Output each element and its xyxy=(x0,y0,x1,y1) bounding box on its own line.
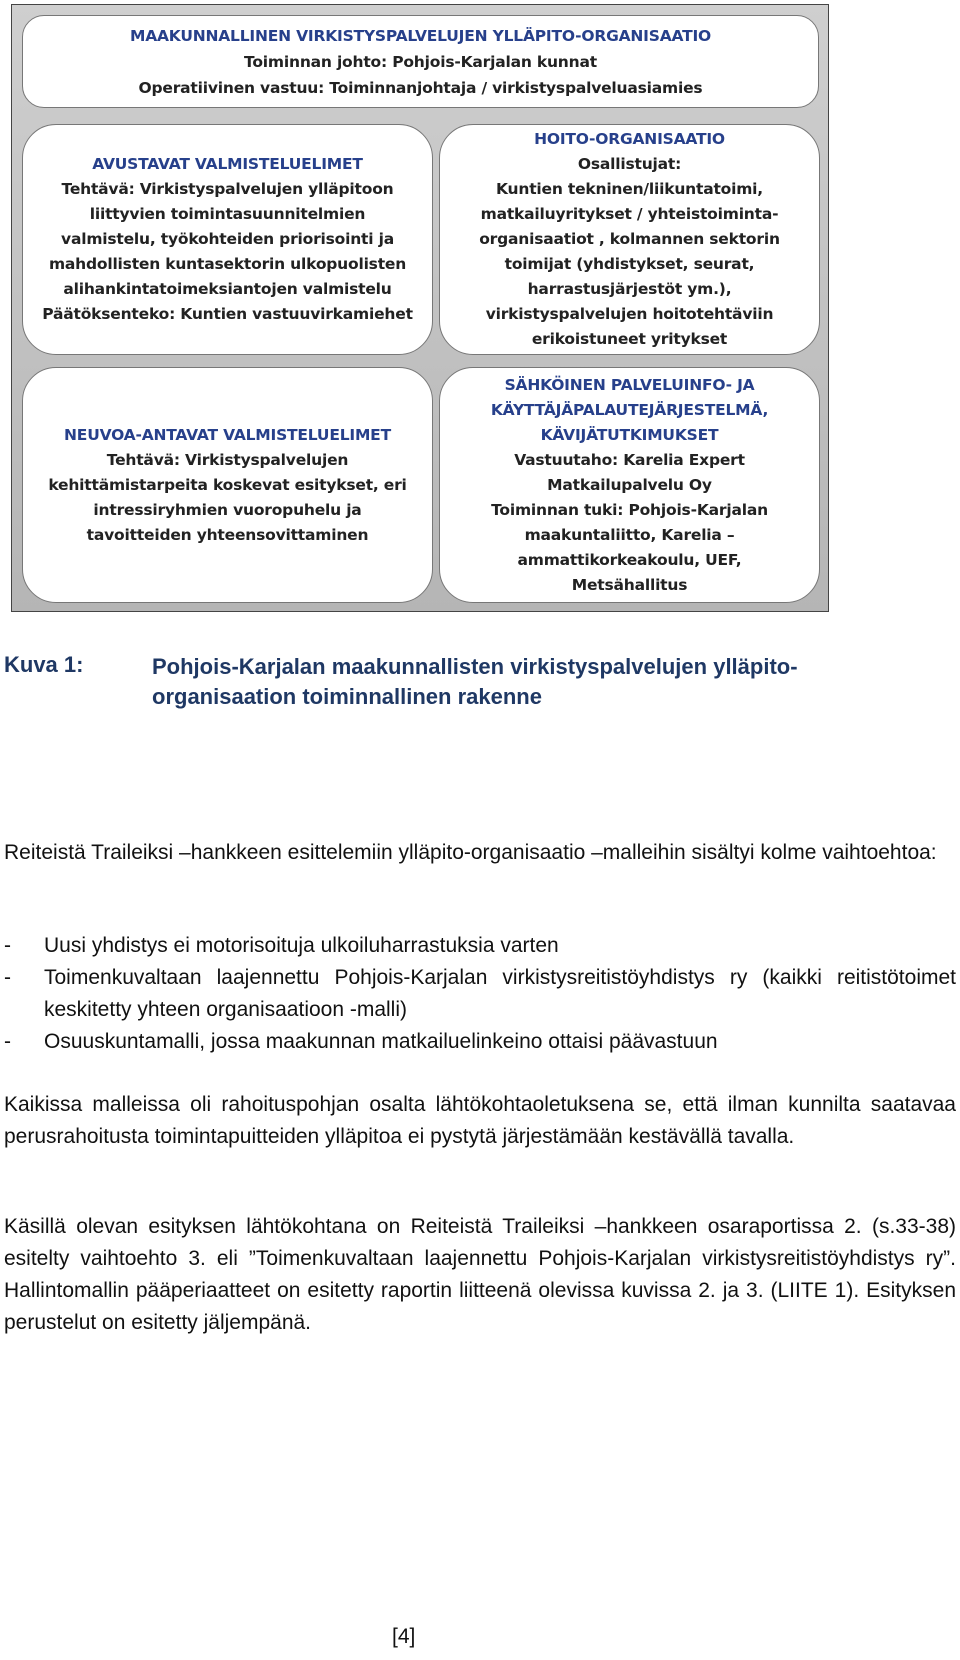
box-line: Matkailupalvelu Oy xyxy=(547,475,712,494)
box-line: intressiryhmien vuoropuhelu ja xyxy=(93,500,362,519)
box-title: AVUSTAVAT VALMISTELUELIMET xyxy=(92,155,363,173)
top-box-line: Toiminnan johto: Pohjois-Karjalan kunnat xyxy=(244,52,597,71)
paragraph: Reiteistä Traileiksi –hankkeen esittelemiin ylläpito-organisaatio –malleihin sisältyi kolme vaihtoehtoa: xyxy=(4,841,937,864)
box-line: alihankintatoimeksiantojen valmistelu xyxy=(63,280,392,298)
box-line: organisaatiot , kolmannen sektorin xyxy=(479,230,780,248)
box-line: Päätöksenteko: Kuntien vastuuvirkamiehet xyxy=(42,305,413,323)
advisory-bodies-box xyxy=(22,367,433,603)
top-box-title: MAAKUNNALLINEN VIRKISTYSPALVELUJEN YLLÄPITO-ORGANISAATIO xyxy=(129,26,712,45)
box-line: Metsähallitus xyxy=(571,575,688,594)
paragraph: Käsillä olevan esityksen lähtökohtana on Reiteistä Traileiksi –hankkeen osaraportissa 2. (s.33-38) esitelty vaihtoehto 3. eli ”Toimenkuvaltaan laajennettu Pohjois-Karjalan virkistysreitistöyhdistys ry”. Hallintomallin pääperiaatteet on esitetty raportin liitteenä olevissa kuvissa 2. ja 3. (LIITE 1). Esityksen perustelut on esitetty jäljempänä. xyxy=(4,1215,956,1334)
box-title: SÄHKÖINEN PALVELUINFO- JA xyxy=(504,375,755,394)
box-title: KÄYTTÄJÄPALAUTEJÄRJESTELMÄ, xyxy=(490,400,769,419)
box-line: tavoitteiden yhteensovittaminen xyxy=(86,525,369,544)
organization-diagram xyxy=(11,4,829,612)
box-title: HOITO-ORGANISAATIO xyxy=(534,130,725,148)
page-number: [4] xyxy=(392,1625,416,1648)
service-info-box xyxy=(439,367,820,603)
list-item-text: Osuuskuntamalli, jossa maakunnan matkailuelinkeino ottaisi päävastuun xyxy=(44,1030,718,1053)
options-list xyxy=(4,930,956,1058)
box-line: virkistyspalvelujen hoitotehtäviin xyxy=(485,305,774,323)
box-line: Kuntien tekninen/liikuntatoimi, xyxy=(495,180,763,198)
top-box xyxy=(22,15,819,108)
list-item: - Uusi yhdistys ei motorisoituja ulkoiluharrastuksia varten xyxy=(4,930,956,962)
box-title: KÄVIJÄTUTKIMUKSET xyxy=(540,425,719,444)
list-item-text: Toimenkuvaltaan laajennettu Pohjois-Karjalan virkistysreitistöyhdistys ry (kaikki reitistötoimet keskitetty yhteen organisaatioon -malli) xyxy=(44,966,956,1021)
box-line: Tehtävä: Virkistyspalvelujen xyxy=(106,450,349,469)
box-line: matkailuyritykset / yhteistoiminta- xyxy=(480,205,779,223)
box-line: harrastusjärjestöt ym.), xyxy=(527,280,732,298)
top-box-line: Operatiivinen vastuu: Toiminnanjohtaja / virkistyspalveluasiamies xyxy=(138,78,703,97)
box-line: erikoistuneet yritykset xyxy=(531,330,728,348)
list-item: - Osuuskuntamalli, jossa maakunnan matkailuelinkeino ottaisi päävastuun xyxy=(4,1026,956,1058)
box-line: Toiminnan tuki: Pohjois-Karjalan xyxy=(491,500,768,519)
box-line: valmistelu, työkohteiden priorisointi ja xyxy=(61,230,394,248)
box-line: mahdollisten kuntasektorin ulkopuolisten xyxy=(48,255,407,273)
box-title: NEUVOA-ANTAVAT VALMISTELUELIMET xyxy=(64,425,391,444)
box-line: ammattikorkeakoulu, UEF, xyxy=(517,550,742,569)
box-line: toimijat (yhdistykset, seurat, xyxy=(504,255,755,273)
list-item-text: Uusi yhdistys ei motorisoituja ulkoiluharrastuksia varten xyxy=(44,934,559,957)
maintenance-org-box xyxy=(439,124,820,355)
box-line: Tehtävä: Virkistyspalvelujen ylläpitoon xyxy=(61,180,394,198)
support-bodies-box xyxy=(22,124,433,355)
box-line: liittyvien toimintasuunnitelmien xyxy=(89,205,366,223)
box-line: Osallistujat: xyxy=(577,155,682,173)
list-item: - Toimenkuvaltaan laajennettu Pohjois-Karjalan virkistysreitistöyhdistys ry (kaikki reitistötoimet keskitetty yhteen organisaatioon -malli) xyxy=(4,962,956,1026)
figure-caption-label: Kuva 1: xyxy=(4,652,84,677)
box-line: Vastuutaho: Karelia Expert xyxy=(514,450,745,469)
box-line: kehittämistarpeita koskevat esitykset, eri xyxy=(48,475,407,494)
box-line: maakuntaliitto, Karelia – xyxy=(524,525,735,544)
figure-caption-text: Pohjois-Karjalan maakunnallisten virkistyspalvelujen ylläpito-organisaation toiminnallinen rakenne xyxy=(152,654,798,709)
paragraph: Kaikissa malleissa oli rahoituspohjan osalta lähtökohtaoletuksena se, että ilman kunnilta saatavaa perusrahoitusta toimintapuitteiden ylläpitoa ei pystytä järjestämään kestävällä tavalla. xyxy=(4,1093,956,1148)
